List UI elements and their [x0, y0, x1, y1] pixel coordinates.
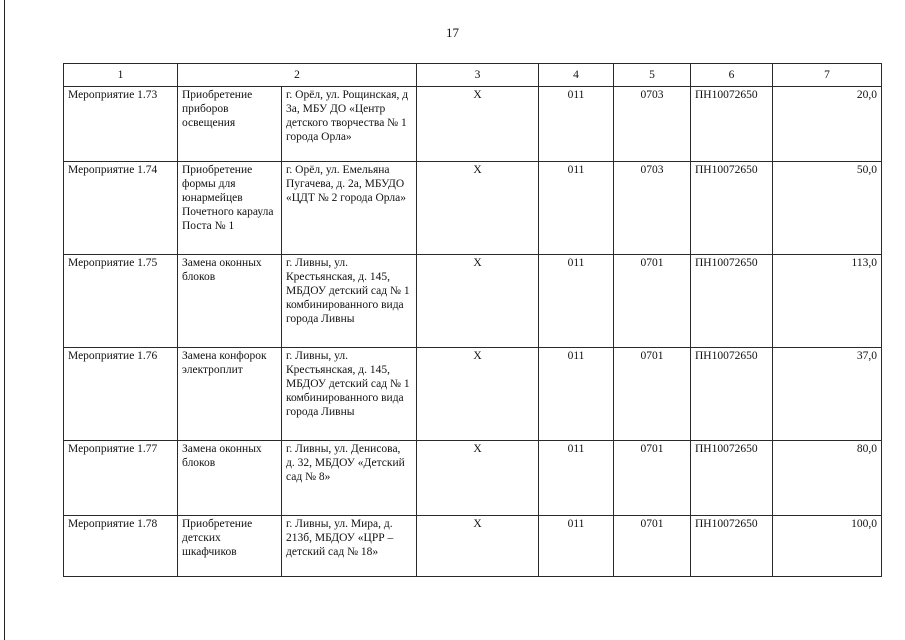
event-address-cell: г. Ливны, ул. Крестьянская, д. 145, МБДОУ детский сад № 1 комбинированного вида города Ливны: [282, 348, 417, 441]
header-cell-3: 3: [417, 64, 539, 87]
event-address-cell: г. Ливны, ул. Крестьянская, д. 145, МБДОУ детский сад № 1 комбинированного вида города Ливны: [282, 255, 417, 348]
event-id-cell: Мероприятие 1.73: [64, 87, 178, 162]
event-name-cell: Приобретение приборов освещения: [178, 87, 282, 162]
event-address-cell: г. Ливны, ул. Денисова, д. 32, МБДОУ «Детский сад № 8»: [282, 441, 417, 516]
table-row: [64, 162, 882, 255]
event-address-cell: г. Орёл, ул. Рощинская, д 3а, МБУ ДО «Центр детского творчества № 1 города Орла»: [282, 87, 417, 162]
col4-cell: 011: [539, 516, 614, 577]
col3-cell: Х: [417, 348, 539, 441]
col5-cell: 0703: [614, 162, 691, 255]
col5-cell: 0701: [614, 348, 691, 441]
col6-cell: ПН10072650: [691, 441, 773, 516]
table-row: [64, 441, 882, 516]
table-row: [64, 87, 882, 162]
col7-cell: 100,0: [773, 516, 882, 577]
event-id-cell: Мероприятие 1.78: [64, 516, 178, 577]
event-name-cell: Замена оконных блоков: [178, 441, 282, 516]
page-left-border: [4, 0, 5, 640]
col3-cell: Х: [417, 162, 539, 255]
header-cell-5: 5: [614, 64, 691, 87]
col7-cell: 20,0: [773, 87, 882, 162]
col5-cell: 0703: [614, 87, 691, 162]
event-name-cell: Замена конфорок электроплит: [178, 348, 282, 441]
col7-cell: 113,0: [773, 255, 882, 348]
table-row: [64, 348, 882, 441]
header-cell-2: 2: [178, 64, 417, 87]
col6-cell: ПН10072650: [691, 162, 773, 255]
col5-cell: 0701: [614, 441, 691, 516]
header-cell-6: 6: [691, 64, 773, 87]
col5-cell: 0701: [614, 516, 691, 577]
col3-cell: Х: [417, 441, 539, 516]
event-name-cell: Приобретение формы для юнармейцев Почетного караула Поста № 1: [178, 162, 282, 255]
header-cell-1: 1: [64, 64, 178, 87]
table-row: [64, 516, 882, 577]
col4-cell: 011: [539, 255, 614, 348]
col3-cell: Х: [417, 87, 539, 162]
budget-table: [63, 63, 882, 577]
col4-cell: 011: [539, 348, 614, 441]
event-name-cell: Приобретение детских шкафчиков: [178, 516, 282, 577]
col4-cell: 011: [539, 162, 614, 255]
event-name-cell: Замена оконных блоков: [178, 255, 282, 348]
event-id-cell: Мероприятие 1.74: [64, 162, 178, 255]
header-cell-7: 7: [773, 64, 882, 87]
col3-cell: Х: [417, 255, 539, 348]
event-address-cell: г. Ливны, ул. Мира, д. 213б, МБДОУ «ЦРР – детский сад № 18»: [282, 516, 417, 577]
col3-cell: Х: [417, 516, 539, 577]
col5-cell: 0701: [614, 255, 691, 348]
event-id-cell: Мероприятие 1.76: [64, 348, 178, 441]
col7-cell: 50,0: [773, 162, 882, 255]
col4-cell: 011: [539, 87, 614, 162]
col7-cell: 80,0: [773, 441, 882, 516]
col6-cell: ПН10072650: [691, 348, 773, 441]
col6-cell: ПН10072650: [691, 255, 773, 348]
event-id-cell: Мероприятие 1.77: [64, 441, 178, 516]
col4-cell: 011: [539, 441, 614, 516]
col7-cell: 37,0: [773, 348, 882, 441]
table-header-row: [64, 64, 882, 87]
page-number: 17: [446, 25, 459, 40]
header-cell-4: 4: [539, 64, 614, 87]
event-address-cell: г. Орёл, ул. Емельяна Пугачева, д. 2а, МБУДО «ЦДТ № 2 города Орла»: [282, 162, 417, 255]
event-id-cell: Мероприятие 1.75: [64, 255, 178, 348]
col6-cell: ПН10072650: [691, 87, 773, 162]
col6-cell: ПН10072650: [691, 516, 773, 577]
table-row: [64, 255, 882, 348]
